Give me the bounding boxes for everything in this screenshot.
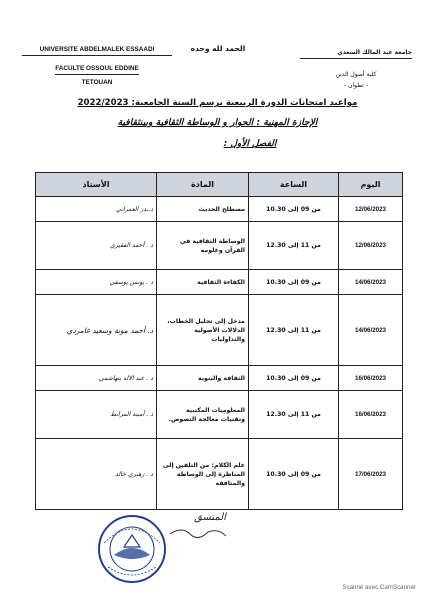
cell-date: 12/06/2023 (339, 222, 403, 270)
header-day: اليوم (339, 173, 403, 197)
exam-schedule-title: مواعيد امتحانات الدورة الربيعية برسم السنة الجامعية: 2022/2023 (77, 98, 358, 108)
cell-time: من 11 إلى 12.30 (249, 391, 339, 439)
faculty-name-fr: FACULTE OSSOUL EDDINE (55, 64, 139, 75)
scanner-footer: Scanné avec CamScanner (342, 584, 416, 591)
cell-subject: علم الكلام: من التلقين إلى المناظرة إلى الوساطة والمثاقفة (157, 439, 249, 510)
faculty-name-ar: كلية أصول الدين (335, 71, 377, 78)
table-row (36, 295, 403, 366)
semester-title: الفصل الأول : (223, 139, 277, 149)
cell-subject: الكفاءة الثقافية (157, 270, 249, 295)
cell-subject: مدخل إلى تحليل الخطاب، الدلالات الأصولية والتداوليات (157, 295, 249, 366)
table-header-row (36, 173, 403, 197)
cell-date: 17/06/2023 (339, 439, 403, 510)
cell-professor: د . أمينة المرابط (36, 391, 157, 439)
table-row (36, 366, 403, 391)
cell-subject: الثقافة والبنوية (157, 366, 249, 391)
city-fr: TETOUAN (81, 79, 113, 86)
cell-time: من 11 إلى 12.30 (249, 222, 339, 270)
cell-time: من 11 إلى 12.30 (249, 295, 339, 366)
header-left (22, 45, 172, 87)
header-professor: الأستاذ (36, 173, 157, 197)
table-row (36, 197, 403, 222)
cell-professor: د. أحمد مونة وسعيد غامردي (36, 295, 157, 366)
cell-subject: مصطلح الحديث (157, 197, 249, 222)
cell-date: 16/06/2023 (339, 366, 403, 391)
table-row (36, 222, 403, 270)
cell-time: من 09 إلى 10.30 (249, 197, 339, 222)
header-right (300, 47, 412, 91)
cell-professor: د . يونس يوسفي (36, 270, 157, 295)
university-name-fr: UNIVERSITE ABDELMALEK ESSAADI (22, 45, 172, 56)
exam-schedule-table (35, 172, 403, 510)
table-row (36, 270, 403, 295)
cell-professor: د . زهيري خالد (36, 439, 157, 510)
cell-subject: الوساطة الثقافية في القرآن وعلومه (157, 222, 249, 270)
cell-time: من 09 إلى 10.30 (249, 366, 339, 391)
cell-time: من 09 إلى 10.30 (249, 270, 339, 295)
faculty-stamp-icon (96, 513, 168, 585)
university-name-ar: جامعة عبد المالك السعدي (300, 47, 412, 59)
cell-date: 14/06/2023 (339, 295, 403, 366)
cell-date: 16/06/2023 (339, 391, 403, 439)
cell-professor: د . عبد الاله بنهاشمي (36, 366, 157, 391)
program-title: الإجازة المهنية : الحوار و الوساطة الثقافية وبينثقافية (117, 117, 318, 128)
cell-professor: د.بدر العمراني (36, 197, 157, 222)
header-invocation: الحمد لله وحده (190, 44, 246, 53)
cell-date: 12/06/2023 (339, 197, 403, 222)
cell-professor: د . أحمد الفقيري (36, 222, 157, 270)
coordinator-signature: المنسق (194, 512, 226, 523)
header-time: الساعة (249, 173, 339, 197)
table-row (36, 439, 403, 510)
signature-stroke-icon (168, 524, 228, 542)
header-subject: المادة (157, 173, 249, 197)
table-row (36, 391, 403, 439)
city-ar: - تطوان - (344, 82, 368, 89)
cell-subject: المعلوميات المكتبية وتقنيات معالجة النصوص. (157, 391, 249, 439)
cell-time: من 09 إلى 10.30 (249, 439, 339, 510)
cell-date: 14/06/2023 (339, 270, 403, 295)
